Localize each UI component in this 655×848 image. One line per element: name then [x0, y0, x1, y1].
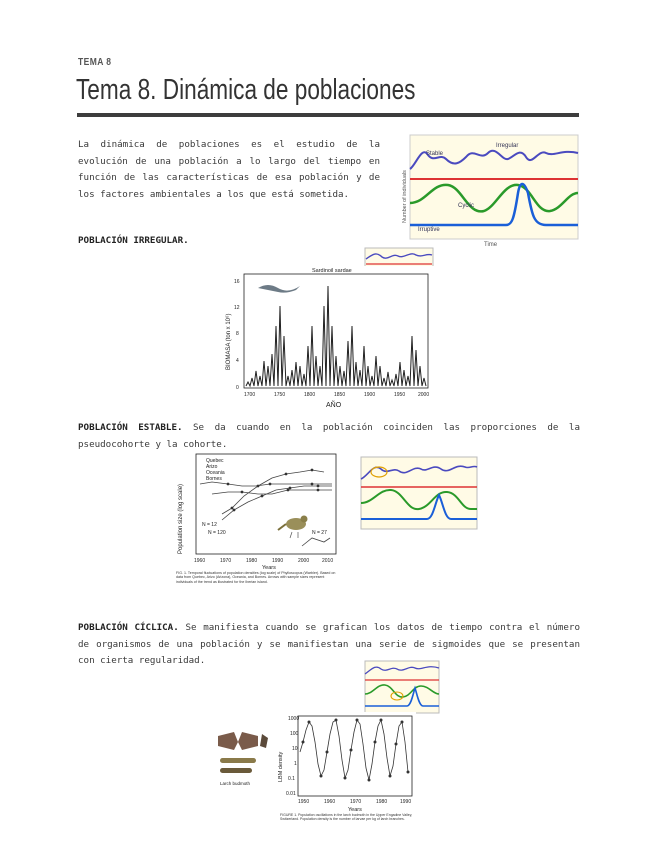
- cyclic-patterns-figure: [363, 660, 441, 716]
- cyclic-budmoth-chart: [276, 712, 416, 832]
- x-tick-1950: 1950: [298, 799, 310, 805]
- irregular-biomass-chart: [222, 266, 436, 412]
- y-tick-8: 8: [236, 331, 239, 337]
- y-tick-0: 0: [236, 385, 239, 391]
- label-irregular: Irregular: [496, 143, 519, 149]
- cyclic-chart-caption: FIGURE 1. Population oscillations in the larch budmoth in the Upper Engadine Valley, Switzerland. Population density is the number of larvae per kg of larch branches.: [280, 813, 413, 822]
- fish-icon: [258, 285, 300, 293]
- biomass-series: [246, 286, 426, 386]
- budmoth-illustration: [214, 728, 272, 790]
- x-tick-2000: 2000: [418, 392, 430, 398]
- intro-fig-xlabel: Time: [484, 242, 498, 248]
- x-tick-1800: 1800: [304, 392, 316, 398]
- label-stable: Stable: [426, 151, 444, 157]
- y-tick-16: 16: [234, 279, 240, 285]
- legend-bornes: Bornes: [206, 476, 222, 482]
- x-tick-1960: 1960: [324, 799, 336, 805]
- x-tick-1970: 1970: [220, 558, 232, 564]
- y-tick-1000: 1000: [288, 716, 300, 722]
- label-cyclic: Cyclic: [458, 203, 474, 209]
- legend-oceania: Oceania: [206, 470, 225, 476]
- label-irruptive: Irruptive: [418, 227, 440, 233]
- x-tick-1850: 1850: [334, 392, 346, 398]
- x-tick-1980: 1980: [376, 799, 388, 805]
- heading-ciclica: POBLACIÓN CÍCLICA.: [78, 622, 179, 633]
- cyclic-chart-ylabel: LBM density: [278, 751, 284, 782]
- heading-estable: POBLACIÓN ESTABLE.: [78, 422, 183, 433]
- budmoth-label: Larch budmoth: [220, 781, 251, 786]
- x-tick-1990: 1990: [400, 799, 412, 805]
- y-tick-10: 10: [292, 746, 298, 752]
- y-tick-100: 100: [290, 731, 299, 737]
- intro-paragraph: La dinámica de poblaciones es el estudio de la evolución de una población a lo largo del tiempo en función de las características de esa población y de los factores ambientales a los que está sometida.: [78, 139, 380, 200]
- budmoth-series: [300, 720, 408, 780]
- x-tick-1750: 1750: [274, 392, 286, 398]
- stable-patterns-figure: [355, 455, 479, 533]
- text-estable: Se da cuando en la población coinciden las proporciones de la pseudocohorte y la cohorte.: [78, 422, 580, 450]
- y-tick-0.01: 0.01: [286, 791, 296, 797]
- stable-chart-ylabel: Population size (log scale): [178, 483, 184, 554]
- y-tick-4: 4: [236, 358, 239, 364]
- intro-fig-ylabel: Number of individuals: [402, 170, 408, 223]
- y-tick-1: 1: [294, 761, 297, 767]
- larva-icon: [220, 758, 256, 773]
- annotation-n120: N = 120: [208, 530, 226, 536]
- x-tick-1980: 1980: [246, 558, 258, 564]
- x-tick-1970: 1970: [350, 799, 362, 805]
- population-patterns-figure: [396, 133, 582, 249]
- x-tick-1950: 1950: [394, 392, 406, 398]
- x-tick-2010: 2010: [322, 558, 334, 564]
- x-tick-1700: 1700: [244, 392, 256, 398]
- x-tick-2000: 2000: [298, 558, 310, 564]
- title-divider: [77, 113, 579, 117]
- irregular-chart-title: Sardinoil sardae: [312, 268, 352, 274]
- annotation-n27: N = 27: [312, 530, 327, 536]
- heading-irregular: POBLACIÓN IRREGULAR.: [78, 235, 189, 246]
- y-tick-12: 12: [234, 305, 240, 311]
- irregular-chart-xlabel: AÑO: [326, 402, 342, 409]
- legend-quebec: Quebec: [206, 458, 224, 464]
- cyclic-chart-xlabel: Years: [348, 807, 362, 813]
- irregular-chart-ylabel: BIOMASA (ton x 10⁶): [226, 313, 232, 370]
- x-tick-1960: 1960: [194, 558, 206, 564]
- x-tick-1990: 1990: [272, 558, 284, 564]
- paragraph-estable: [78, 420, 580, 453]
- stable-chart-xlabel: Years: [262, 565, 276, 571]
- moth-icon: [218, 732, 268, 750]
- annotation-n12: N = 12: [202, 522, 217, 528]
- legend-arizo: Arizo: [206, 464, 218, 470]
- x-tick-1900: 1900: [364, 392, 376, 398]
- section-kicker: TEMA 8: [78, 57, 112, 68]
- page-title: Tema 8. Dinámica de poblaciones: [76, 74, 416, 106]
- text-ciclica: Se manifiesta cuando se grafican los datos de tiempo contra el número de organismos de una población y se manifiestan una serie de sigmoides que se presentan con cierta regularidad.: [78, 622, 580, 666]
- y-tick-0.1: 0.1: [288, 776, 295, 782]
- bird-icon: [278, 516, 308, 539]
- stable-chart-caption: FIG. 1. Temporal fluctuations of population densities (log scale) of Phylloscopus (Warbler). Based on data from Quebec, Arizo (Arizona), Oceania, and Bornes. Arrows with sample sizes represent individuals of the trend as illustrated for the Iberian island.: [176, 571, 336, 584]
- paragraph-ciclica: [78, 620, 580, 670]
- stable-population-chart: [172, 450, 338, 598]
